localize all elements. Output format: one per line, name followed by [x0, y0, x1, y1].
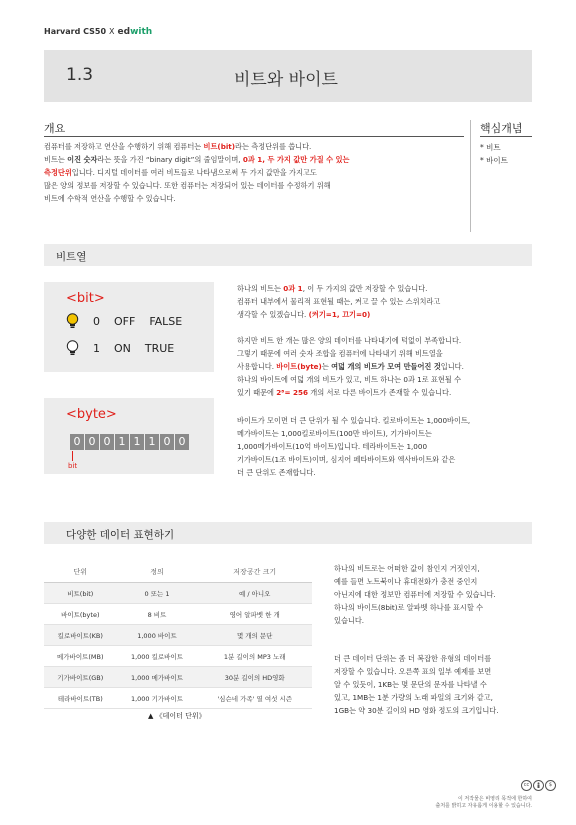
- table-row: 테라바이트(TB) 1,000 기가바이트 '심슨네 가족' 열 여섯 시즌: [44, 688, 312, 709]
- concept-item: * 비트: [480, 143, 501, 152]
- cc-license-icons: [521, 780, 556, 791]
- byte-cell: 0: [175, 434, 189, 450]
- page-title: 비트와 바이트: [234, 70, 338, 90]
- table-row: 비트(bit) 0 또는 1 예 / 아니오: [44, 583, 312, 604]
- concepts-underline: [480, 136, 532, 137]
- byte-bit-label: bit: [68, 462, 78, 470]
- byte-panel: [44, 398, 214, 474]
- byte-cell: 0: [160, 434, 174, 450]
- overview-underline: [44, 136, 464, 137]
- bit-value: 0: [93, 314, 100, 328]
- person-icon: [534, 781, 543, 790]
- by-icon: [533, 780, 544, 791]
- table-row: 메가바이트(MB) 1,000 킬로바이트 1분 길이의 MP3 노래: [44, 646, 312, 667]
- lightbulb-off-icon: [66, 340, 79, 356]
- bit-section-bar: [44, 244, 532, 266]
- data-units-table: [44, 562, 312, 709]
- bit-value: 1: [93, 341, 100, 355]
- concepts-list: [480, 141, 508, 167]
- bit-bool: FALSE: [149, 314, 183, 328]
- lightbulb-on-icon: [66, 313, 79, 329]
- data-section-heading: 다양한 데이터 표현하기: [66, 529, 175, 541]
- section-number: 1.3: [66, 65, 94, 85]
- table-row: 바이트(byte) 8 비트 영어 알파벳 한 개: [44, 604, 312, 625]
- collab-x: X: [109, 27, 115, 36]
- overview-text: 컴퓨터를 저장하고 연산을 수행하기 위해 컴퓨터는 비트(bit)라는 측정단위를 씁니다. 비트는 이진 숫자라는 뜻을 가진 “binary digit”의 줄임말이며, 0과 1, 두 가지 값만 가질 수 있는 측정단위입니다. 디지털 데이터를 여러 비트들로 나타냄으로써 두 가지 값만을 가지고도 많은 양의 정보를 저장할 수 있습니다. 또한 컴퓨터는 저장되어 있는 데이터를 수정하기 위해 비트에 수학적 연산을 수행할 수 있습니다.: [44, 142, 350, 203]
- bit-row-off: [66, 313, 182, 329]
- cc-icon: cc: [521, 780, 532, 791]
- license-notice: 이 저작물은 비영리 목적에 한하여 출처를 밝히고 자유롭게 이용할 수 있습니다.: [435, 796, 532, 809]
- bit-pointer-line: [72, 451, 73, 461]
- overview-heading: 개요: [44, 122, 66, 135]
- byte-cells: [70, 434, 190, 450]
- bit-paragraph-3: 바이트가 모이면 더 큰 단위가 될 수 있습니다. 킬로바이트는 1,000바이트, 메가바이트는 1,000킬로바이트(100만 바이트), 기가바이트는 1,000메가바이트(10억 바이트)입니다. 테라바이트는 1,000 기가바이트(1조 바이트)이며, 심지어 페타바이트와 엑사바이트와 같은 더 큰 단위도 존재합니다.: [237, 416, 471, 477]
- bit-label: <bit>: [66, 291, 105, 306]
- table-row: 킬로바이트(KB) 1,000 바이트 몇 개의 문단: [44, 625, 312, 646]
- bit-paragraph-1: 하나의 비트는 0과 1, 이 두 가지의 값만 저장할 수 있습니다. 컴퓨터 내부에서 물리적 표현될 때는, 켜고 끌 수 있는 스위치라고 생각할 수 있겠습니다. (켜기=1, 끄기=0): [237, 284, 441, 319]
- byte-cell: 0: [85, 434, 99, 450]
- course-name: Harvard CS50: [44, 27, 107, 36]
- data-paragraph-1: 하나의 비트로는 어떠한 값이 참인지 거짓인지, 예를 들면 노트북이나 휴대전화가 충전 중인지 아닌지에 대한 정보만 컴퓨터에 저장할 수 있습니다. 하나의 바이트(8bit)로 알파벳 하나를 표시할 수 있습니다.: [334, 564, 496, 625]
- bit-row-on: [66, 340, 174, 356]
- data-paragraph-2: 더 큰 데이터 단위는 좀 더 복잡한 유형의 데이터를 저장할 수 있습니다. 오른쪽 표의 일부 예제를 보면 알 수 있듯이, 1KB는 몇 문단의 문자를 나타낼 수 있고, 1MB는 1분 가량의 노래 파일의 크기와 같고, 1GB는 약 30분 길이의 HD 영화 정도의 크기입니다.: [334, 654, 499, 715]
- title-bar: [44, 50, 532, 102]
- byte-label: <byte>: [66, 407, 117, 422]
- column-header: 정의: [117, 562, 198, 583]
- bit-section-heading: 비트열: [56, 251, 87, 263]
- concept-item: * 바이트: [480, 156, 508, 165]
- bit-state: ON: [114, 341, 131, 355]
- table-caption: ▲ 《데이터 단위》: [148, 712, 206, 720]
- data-section-bar: [44, 522, 532, 544]
- byte-cell: 1: [130, 434, 144, 450]
- bit-state: OFF: [114, 314, 136, 328]
- byte-cell: 1: [115, 434, 129, 450]
- bit-bool: TRUE: [144, 341, 175, 355]
- byte-cell: 0: [70, 434, 84, 450]
- concepts-divider: [470, 120, 471, 232]
- table-header-row: [44, 562, 312, 583]
- column-header: 단위: [44, 562, 117, 583]
- bit-panel: [44, 282, 214, 372]
- nc-icon: $: [545, 780, 556, 791]
- edwith-logo: edwith: [117, 27, 153, 37]
- page-header: [44, 27, 152, 37]
- concepts-heading: 핵심개념: [480, 122, 523, 135]
- table-row: 기가바이트(GB) 1,000 메가바이트 30분 길이의 HD영화: [44, 667, 312, 688]
- byte-cell: 1: [145, 434, 159, 450]
- byte-cell: 0: [100, 434, 114, 450]
- column-header: 저장공간 크기: [197, 562, 312, 583]
- bit-paragraph-2: 하지만 비트 한 개는 많은 양의 데이터를 나타내기에 턱없이 부족합니다. 그렇기 때문에 여러 숫자 조합을 컴퓨터에 나타내기 위해 비트열을 사용합니다. 바이트(byte)는 여덟 개의 비트가 모여 만들어진 것입니다. 하나의 바이트에 여덟 개의 비트가 있고, 비트 하나는 0과 1로 표현될 수 있기 때문에 2⁸= 256 개의 서로 다른 바이트가 존재할 수 있습니다.: [237, 336, 464, 397]
